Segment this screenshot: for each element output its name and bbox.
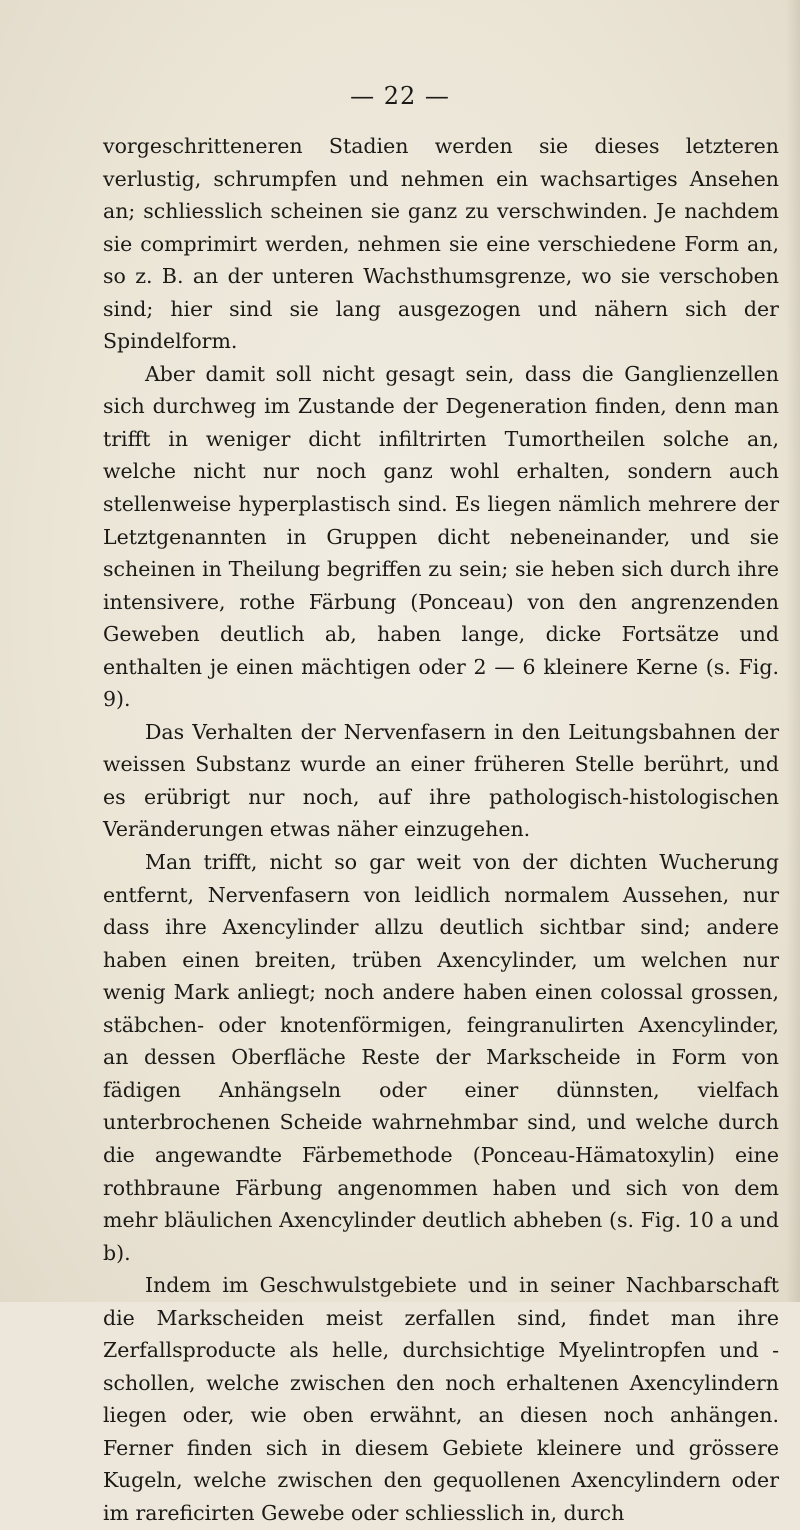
paragraph-1: vorgeschritteneren Stadien werden sie dieses letzteren verlustig, schrumpfen und nehmen ein wachsartiges Ansehen an; schliesslich scheinen sie ganz zu verschwinden. Je nachdem sie comprimirt werden, nehmen sie eine verschiedene Form an, so z. B. an der unteren Wachsthumsgrenze, wo sie verschoben sind; hier sind sie lang ausgezogen und nähern sich der Spindelform. (103, 134, 779, 354)
paragraph-2: Aber damit soll nicht gesagt sein, dass die Ganglienzellen sich durchweg im Zustande der Degeneration finden, denn man trifft in weniger dicht infiltrirten Tumortheilen solche an, welche nicht nur noch ganz wohl erhalten, sondern auch stellenweise hyperplastisch sind. Es liegen nämlich mehrere der Letztgenannten in Gruppen dicht nebeneinander, und sie scheinen in Theilung begriffen zu sein; sie heben sich durch ihre intensivere, rothe Färbung (Ponceau) von den angrenzenden Geweben deutlich ab, haben lange, dicke Fortsätze und enthalten je einen mächtigen oder 2 — 6 kleinere Kerne (s. Fig. 9). (103, 361, 779, 712)
paragraph-5: Indem im Geschwulstgebiete und in seiner Nachbarschaft die Markscheiden meist zerfallen sind, findet man ihre Zerfallsproducte als helle, durchsichtige Myelintropfen und -schollen, welche zwischen den noch erhaltenen Axencylindern liegen oder, wie oben erwähnt, an diesen noch anhängen. Ferner finden sich in diesem Gebiete kleinere und grössere Kugeln, welche zwischen den gequollenen Axencylindern oder im rareficirten Gewebe oder schliesslich in, durch (103, 1273, 779, 1525)
page-number-header: — 22 — (350, 82, 450, 110)
body-text (103, 130, 779, 1530)
page-edge-shadow (786, 0, 800, 1302)
paragraph-4: Man trifft, nicht so gar weit von der dichten Wucherung entfernt, Nervenfasern von leidlich normalem Aussehen, nur dass ihre Axencylinder allzu deutlich sichtbar sind; andere haben einen breiten, trüben Axencylinder, um welchen nur wenig Mark anliegt; noch andere haben einen colossal grossen, stäbchen- oder knotenförmigen, feingranulirten Axencylinder, an dessen Oberfläche Reste der Markscheide in Form von fädigen Anhängseln oder einer dünnsten, vielfach unterbrochenen Scheide wahrnehmbar sind, und welche durch die angewandte Färbemethode (Ponceau-Hämatoxylin) eine rothbraune Färbung angenommen haben und sich von dem mehr bläulichen Axencylinder deutlich abheben (s. Fig. 10 a und b). (103, 850, 779, 1265)
paragraph-3: Das Verhalten der Nervenfasern in den Leitungsbahnen der weissen Substanz wurde an einer früheren Stelle berührt, und es erübrigt nur noch, auf ihre pathologisch-histologischen Veränderungen etwas näher einzugehen. (103, 719, 779, 842)
